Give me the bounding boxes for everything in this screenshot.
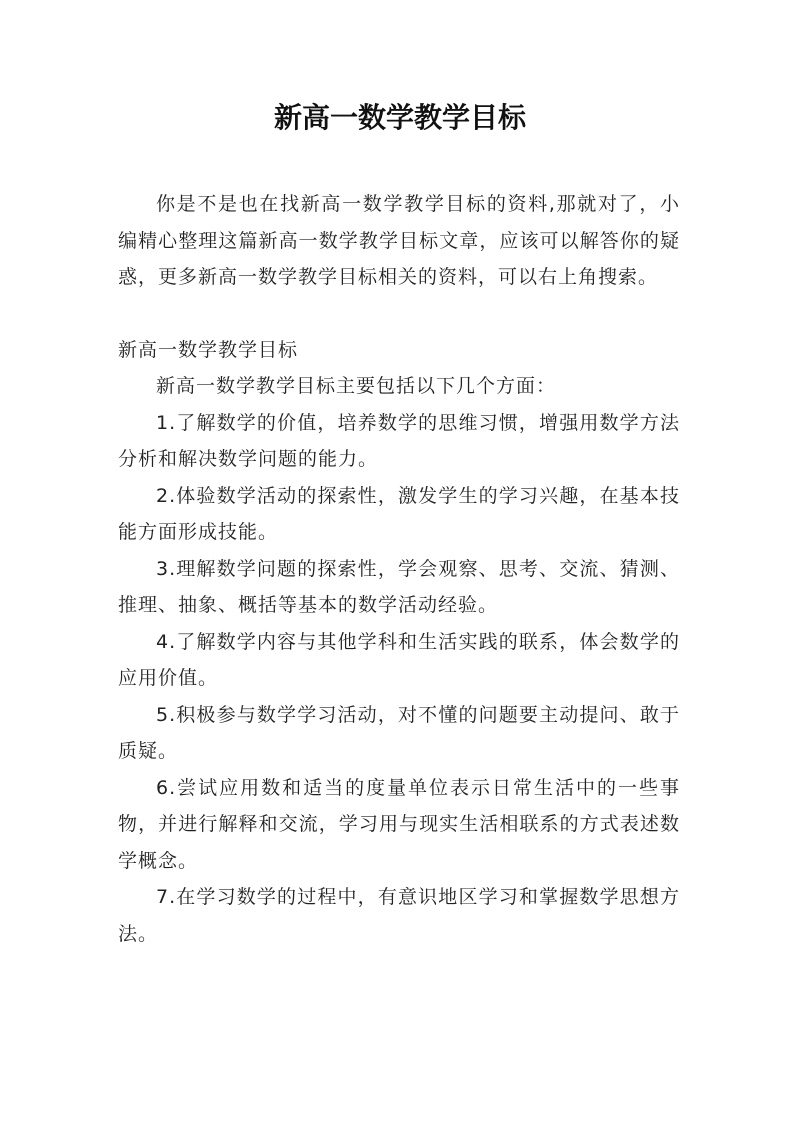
intro-paragraph: 你是不是也在找新高一数学教学目标的资料,那就对了，小编精心整理这篇新高一数学教学目标文章，应该可以解答你的疑惑，更多新高一数学教学目标相关的资料，可以右上角搜索。: [118, 193, 680, 288]
goal-item-7: 7.在学习数学的过程中，有意识地区学习和掌握数学思想方法。: [118, 886, 680, 945]
goal-item-4: 4.了解数学内容与其他学科和生活实践的联系，体会数学的应用价值。: [118, 630, 680, 689]
document-title: 新高一数学教学目标: [273, 101, 526, 134]
document-body: [118, 186, 680, 952]
lead-paragraph: 新高一数学教学目标主要包括以下几个方面：: [156, 375, 557, 397]
goal-item-3: 3.理解数学问题的探索性，学会观察、思考、交流、猜测、推理、抽象、概括等基本的数学活动经验。: [118, 557, 680, 616]
goal-item-2: 2.体验数学活动的探索性，激发学生的学习兴趣，在基本技能方面形成技能。: [118, 484, 680, 543]
goal-item-1: 1.了解数学的价值，培养数学的思维习惯，增强用数学方法分析和解决数学问题的能力。: [118, 411, 680, 470]
goal-item-6: 6.尝试应用数和适当的度量单位表示日常生活中的一些事物，并进行解释和交流，学习用与现实生活相联系的方式表述数学概念。: [118, 776, 680, 872]
goal-item-5: 5.积极参与数学学习活动，对不懂的问题要主动提问、敢于质疑。: [118, 703, 680, 762]
section-heading: 新高一数学教学目标: [118, 338, 299, 361]
